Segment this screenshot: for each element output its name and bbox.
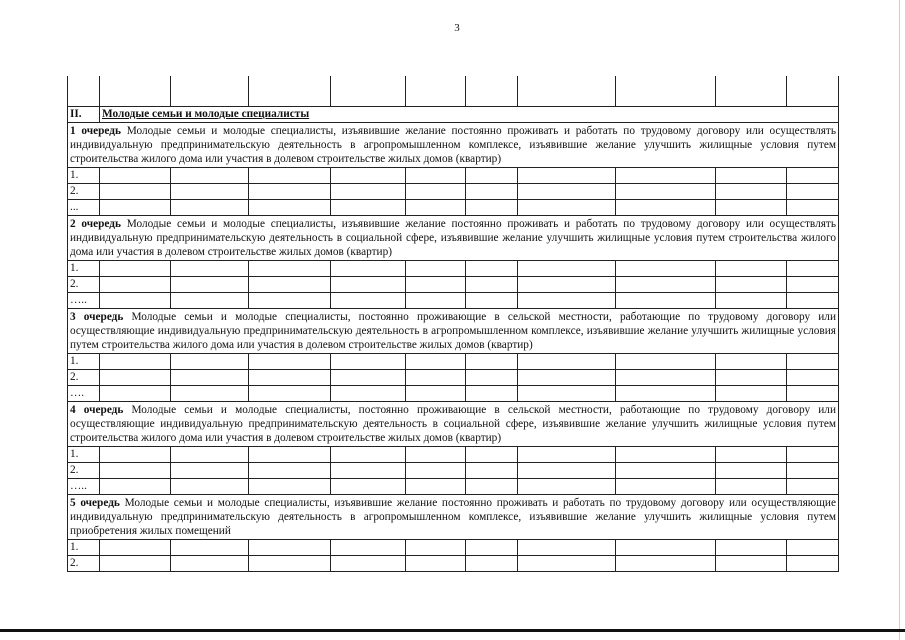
table-row: [68, 386, 839, 402]
table-cell[interactable]: [716, 261, 787, 277]
table-row: [68, 168, 839, 184]
table-cell[interactable]: [787, 479, 839, 495]
scan-edge-line: [899, 0, 900, 640]
table-cell[interactable]: [616, 479, 716, 495]
table-cell[interactable]: [716, 540, 787, 556]
row-number: 1.: [68, 540, 100, 556]
table-cell[interactable]: [331, 370, 406, 386]
table-cell[interactable]: [249, 261, 331, 277]
row-number: 1.: [68, 447, 100, 463]
table-cell[interactable]: [616, 200, 716, 216]
table-cell[interactable]: [466, 293, 518, 309]
table-cell[interactable]: [249, 463, 331, 479]
table-cell[interactable]: [249, 354, 331, 370]
table-cell[interactable]: [716, 370, 787, 386]
table-cell[interactable]: [406, 184, 466, 200]
table-cell[interactable]: [249, 168, 331, 184]
table-cell[interactable]: [466, 540, 518, 556]
table-cell[interactable]: [406, 370, 466, 386]
table-cell[interactable]: [787, 540, 839, 556]
queue-text: Молодые семьи и молодые специалисты, изъявившие желание постоянно проживать и работать по трудовому договору или осуществлять индивидуальную предпринимательскую деятельность в социальной сфере, изъявившие желание улучшить жилищные условия путем строительства жилого дома или участия в долевом строительстве жилых домов (квартир): [70, 218, 836, 258]
table-row: [68, 540, 839, 556]
row-number: …..: [68, 479, 100, 495]
table-cell[interactable]: [616, 76, 716, 107]
table-cell[interactable]: [171, 200, 249, 216]
table-cell[interactable]: [787, 386, 839, 402]
table-cell[interactable]: [249, 370, 331, 386]
table-cell[interactable]: [406, 200, 466, 216]
table-cell[interactable]: [331, 200, 406, 216]
table-cell[interactable]: [466, 447, 518, 463]
table-cell[interactable]: [466, 386, 518, 402]
table-cell[interactable]: [68, 76, 100, 107]
row-number: 1.: [68, 354, 100, 370]
table-cell[interactable]: [466, 277, 518, 293]
table-cell[interactable]: [466, 463, 518, 479]
queue-header-row: [68, 309, 839, 354]
table-cell[interactable]: [787, 261, 839, 277]
page-number: 3: [454, 22, 460, 34]
table-cell[interactable]: [716, 76, 787, 107]
table-cell[interactable]: [100, 200, 171, 216]
table-cell[interactable]: [171, 168, 249, 184]
table-cell[interactable]: [331, 386, 406, 402]
row-number: 2.: [68, 184, 100, 200]
table-cell[interactable]: [249, 556, 331, 572]
table-cell[interactable]: [716, 556, 787, 572]
table-cell[interactable]: [331, 168, 406, 184]
table-cell[interactable]: [171, 76, 249, 107]
table-cell[interactable]: [249, 184, 331, 200]
table-cell[interactable]: [466, 76, 518, 107]
table-cell[interactable]: [100, 463, 171, 479]
table-cell[interactable]: [100, 479, 171, 495]
row-number: ...: [68, 200, 100, 216]
queue-description: [68, 402, 839, 447]
table-cell[interactable]: [331, 76, 406, 107]
table-cell[interactable]: [518, 556, 616, 572]
table-cell[interactable]: [331, 184, 406, 200]
table-cell[interactable]: [616, 277, 716, 293]
section-header-row: [68, 107, 839, 123]
queue-text: Молодые семьи и молодые специалисты, постоянно проживающие в сельской местности, работающие по трудовому договору или осуществляющие индивидуальную предпринимательскую деятельность в агропромышленном комплексе, изъявившие желание улучшить жилищные условия путем строительства жилого дома или участия в долевом строительстве жилых домов (квартир): [70, 311, 836, 351]
table-cell[interactable]: [466, 479, 518, 495]
table-cell[interactable]: [466, 354, 518, 370]
table-cell[interactable]: [406, 168, 466, 184]
table-cell[interactable]: [787, 200, 839, 216]
table-cell[interactable]: [518, 540, 616, 556]
table-cell[interactable]: [716, 168, 787, 184]
table-cell[interactable]: [171, 277, 249, 293]
table-cell[interactable]: [716, 479, 787, 495]
table-row: [68, 354, 839, 370]
table-cell[interactable]: [100, 556, 171, 572]
table-cell[interactable]: [616, 540, 716, 556]
section-title: Молодые семьи и молодые специалисты: [100, 107, 839, 123]
table-cell[interactable]: [331, 277, 406, 293]
table-cell[interactable]: [171, 354, 249, 370]
row-number: 2.: [68, 463, 100, 479]
queue-text: Молодые семьи и молодые специалисты, изъявившие желание постоянно проживать и работать по трудовому договору или осуществлять индивидуальную предпринимательскую деятельность в агропромышленном комплексе, изъявившие желание улучшить жилищные условия путем строительства жилого дома или участия в долевом строительстве жилых домов (квартир): [70, 125, 836, 165]
table-cell[interactable]: [616, 168, 716, 184]
table-row: [68, 184, 839, 200]
queue-description: [68, 309, 839, 354]
table-cell[interactable]: [331, 261, 406, 277]
table-cell[interactable]: [616, 261, 716, 277]
queue-label: 2 очередь: [70, 218, 121, 230]
row-number: 1.: [68, 168, 100, 184]
row-number: ….: [68, 386, 100, 402]
table-cell[interactable]: [331, 447, 406, 463]
table-cell[interactable]: [518, 168, 616, 184]
table-cell[interactable]: [406, 463, 466, 479]
table-cell[interactable]: [616, 293, 716, 309]
section-number: II.: [68, 107, 100, 123]
table-cell[interactable]: [100, 447, 171, 463]
table-cell[interactable]: [716, 184, 787, 200]
queue-header-row: [68, 402, 839, 447]
table-cell[interactable]: [406, 479, 466, 495]
table-cell[interactable]: [616, 184, 716, 200]
table-cell[interactable]: [100, 370, 171, 386]
table-cell[interactable]: [100, 261, 171, 277]
table-cell[interactable]: [171, 556, 249, 572]
table-cell[interactable]: [406, 277, 466, 293]
table-row: [68, 463, 839, 479]
row-number: …..: [68, 293, 100, 309]
queue-description: [68, 123, 839, 168]
queue-header-row: [68, 495, 839, 540]
table-cell[interactable]: [787, 354, 839, 370]
table-cell[interactable]: [171, 447, 249, 463]
table-cell[interactable]: [518, 386, 616, 402]
table-cell[interactable]: [406, 354, 466, 370]
table-cell[interactable]: [518, 200, 616, 216]
table-row: [68, 447, 839, 463]
table-cell[interactable]: [616, 556, 716, 572]
table-cell[interactable]: [249, 200, 331, 216]
table-cell[interactable]: [331, 293, 406, 309]
table-cell[interactable]: [100, 354, 171, 370]
table-cell[interactable]: [716, 447, 787, 463]
table-cell[interactable]: [100, 277, 171, 293]
table-cell[interactable]: [787, 463, 839, 479]
table-cell[interactable]: [518, 261, 616, 277]
queue-label: 3 очередь: [70, 311, 124, 323]
table-cell[interactable]: [466, 168, 518, 184]
table-cell[interactable]: [406, 293, 466, 309]
table-cell[interactable]: [100, 184, 171, 200]
table-cell[interactable]: [518, 76, 616, 107]
table-cell[interactable]: [616, 447, 716, 463]
table-cell[interactable]: [518, 293, 616, 309]
table-cell[interactable]: [171, 184, 249, 200]
table-cell[interactable]: [616, 370, 716, 386]
table-cell[interactable]: [249, 277, 331, 293]
table-cell[interactable]: [787, 168, 839, 184]
table-cell[interactable]: [787, 447, 839, 463]
table-cell[interactable]: [716, 293, 787, 309]
queue-description: [68, 216, 839, 261]
table-cell[interactable]: [249, 386, 331, 402]
table-cell[interactable]: [171, 370, 249, 386]
queue-text: Молодые семьи и молодые специалисты, изъявившие желание постоянно проживать и работать по трудовому договору или осуществляющие индивидуальную предпринимательскую деятельность в агропромышленном комплексе, изъявившие желание улучшить жилищные условия путем приобретения жилых помещений: [70, 497, 836, 537]
table-cell[interactable]: [466, 184, 518, 200]
table-cell[interactable]: [406, 540, 466, 556]
table-cell[interactable]: [171, 261, 249, 277]
row-number: 2.: [68, 370, 100, 386]
table-cell[interactable]: [100, 386, 171, 402]
table-row: [68, 479, 839, 495]
table-cell[interactable]: [249, 447, 331, 463]
table-row: [68, 556, 839, 572]
table-row: [68, 370, 839, 386]
table-cell[interactable]: [171, 479, 249, 495]
table-cell[interactable]: [331, 479, 406, 495]
table-cell[interactable]: [518, 354, 616, 370]
queue-label: 4 очередь: [70, 404, 124, 416]
table-cell[interactable]: [466, 261, 518, 277]
scan-bottom-border: [0, 629, 905, 632]
table-cell[interactable]: [249, 293, 331, 309]
table-cell[interactable]: [716, 277, 787, 293]
row-number: 2.: [68, 277, 100, 293]
table-cell[interactable]: [787, 293, 839, 309]
table-cell[interactable]: [331, 556, 406, 572]
table-row: [68, 76, 839, 107]
queue-label: 5 очередь: [70, 497, 120, 509]
table-cell[interactable]: [331, 540, 406, 556]
queue-label: 1 очередь: [70, 125, 121, 137]
table-cell[interactable]: [716, 354, 787, 370]
table-cell[interactable]: [787, 76, 839, 107]
table-cell[interactable]: [406, 261, 466, 277]
table-cell[interactable]: [249, 76, 331, 107]
table-cell[interactable]: [518, 479, 616, 495]
table-cell[interactable]: [249, 479, 331, 495]
row-number: 2.: [68, 556, 100, 572]
table-cell[interactable]: [406, 447, 466, 463]
table-cell[interactable]: [466, 200, 518, 216]
table-cell[interactable]: [616, 386, 716, 402]
table-row: [68, 261, 839, 277]
table-cell[interactable]: [518, 447, 616, 463]
queue-description: [68, 495, 839, 540]
table-cell[interactable]: [518, 463, 616, 479]
table-cell[interactable]: [787, 370, 839, 386]
row-number: 1.: [68, 261, 100, 277]
table-cell[interactable]: [787, 277, 839, 293]
table-cell[interactable]: [466, 370, 518, 386]
table-cell[interactable]: [100, 293, 171, 309]
table-cell[interactable]: [466, 556, 518, 572]
table-row: [68, 277, 839, 293]
queue-text: Молодые семьи и молодые специалисты, постоянно проживающие в сельской местности, работающие по трудовому договору или осуществляющие индивидуальную предпринимательскую деятельность в социальной сфере, изъявившие желание улучшить жилищные условия путем строительства жилого дома или участия в долевом строительстве жилых домов (квартир): [70, 404, 836, 444]
table-cell[interactable]: [171, 463, 249, 479]
table-cell[interactable]: [331, 463, 406, 479]
table-cell[interactable]: [518, 277, 616, 293]
table-cell[interactable]: [249, 540, 331, 556]
table-cell[interactable]: [406, 386, 466, 402]
table-cell[interactable]: [716, 386, 787, 402]
table-cell[interactable]: [331, 354, 406, 370]
table-cell[interactable]: [518, 184, 616, 200]
queue-header-row: [68, 123, 839, 168]
beneficiary-register-table: [67, 76, 839, 572]
table-cell[interactable]: [171, 540, 249, 556]
table-cell[interactable]: [787, 556, 839, 572]
table-row: [68, 200, 839, 216]
table-cell[interactable]: [100, 540, 171, 556]
table-cell[interactable]: [616, 354, 716, 370]
table-cell[interactable]: [171, 293, 249, 309]
table-cell[interactable]: [616, 463, 716, 479]
table-cell[interactable]: [100, 76, 171, 107]
table-cell[interactable]: [716, 463, 787, 479]
table-cell[interactable]: [518, 370, 616, 386]
table-cell[interactable]: [406, 556, 466, 572]
table-cell[interactable]: [787, 184, 839, 200]
table-cell[interactable]: [716, 200, 787, 216]
table-cell[interactable]: [100, 168, 171, 184]
table-cell[interactable]: [406, 76, 466, 107]
queue-header-row: [68, 216, 839, 261]
table-row: [68, 293, 839, 309]
table-cell[interactable]: [171, 386, 249, 402]
